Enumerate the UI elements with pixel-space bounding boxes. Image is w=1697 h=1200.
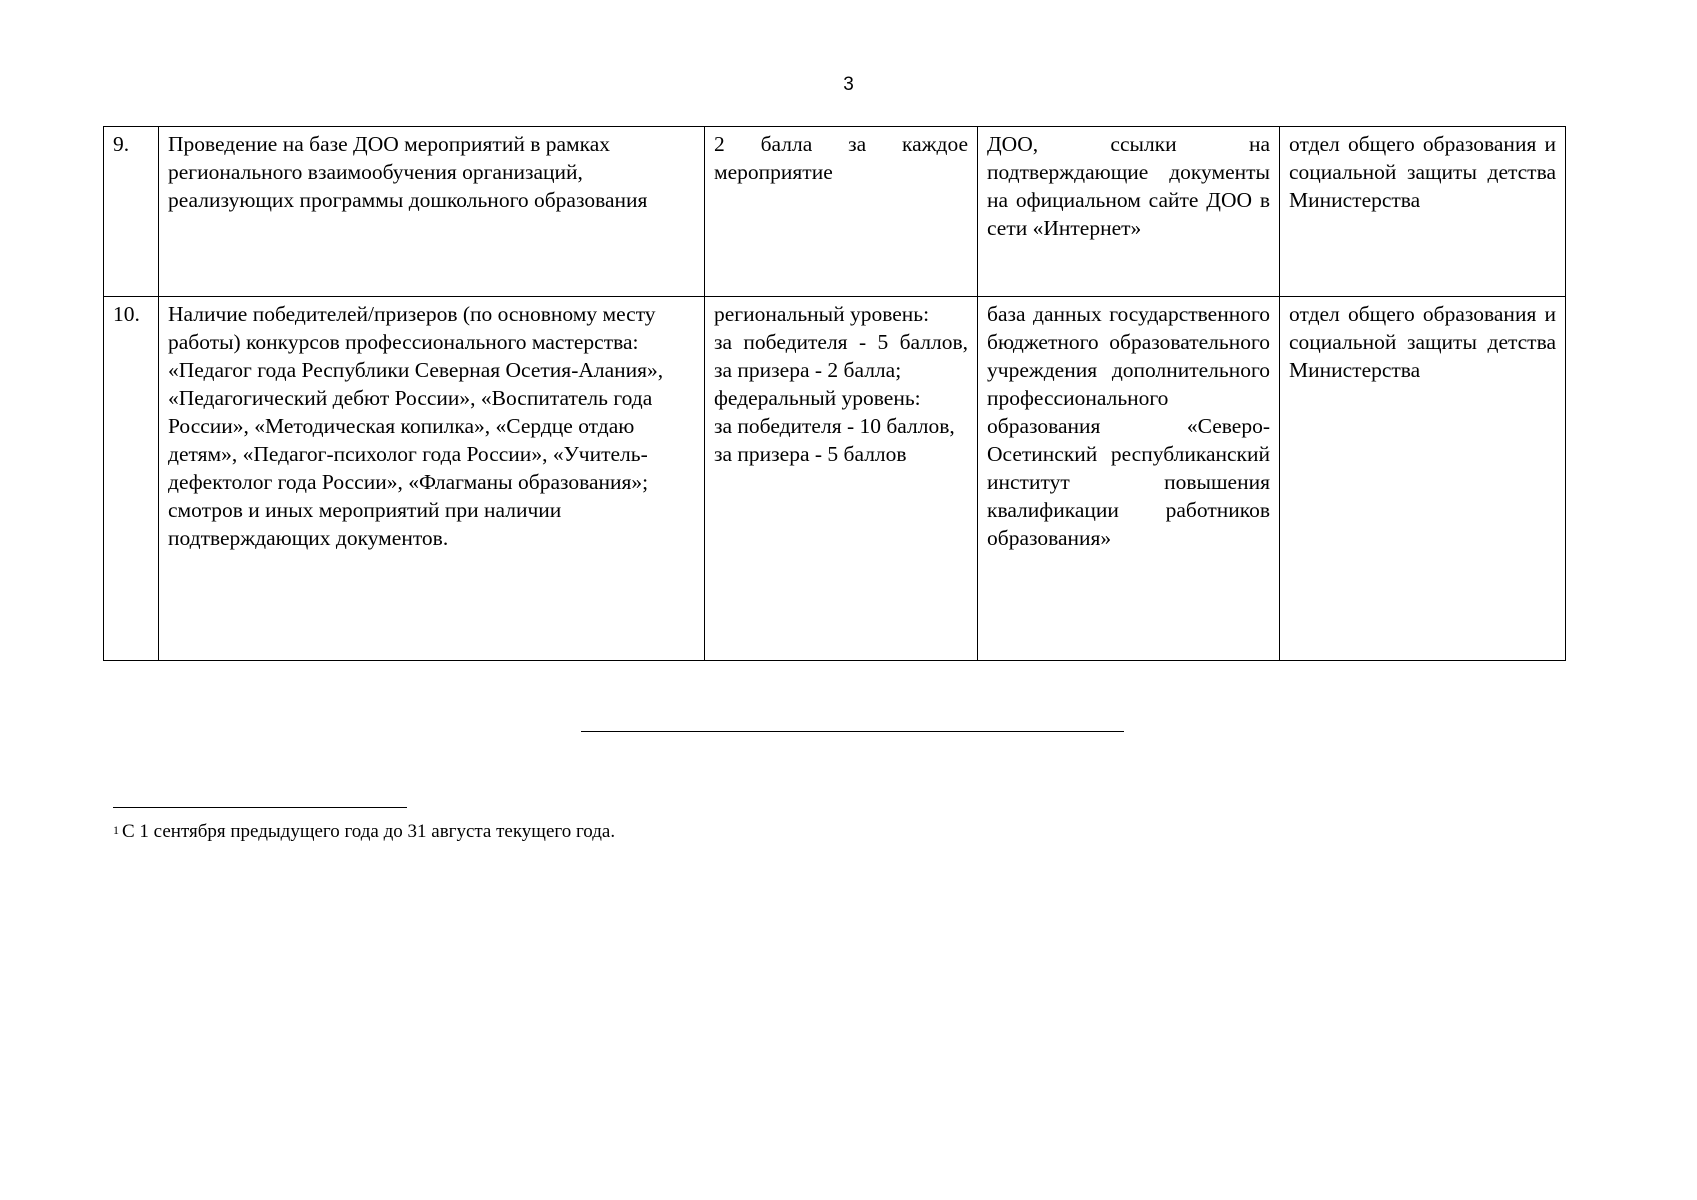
points-cell: 2 балла за каждое мероприятие (705, 127, 978, 297)
footnote-text: С 1 сентября предыдущего года до 31 августа текущего года. (122, 821, 616, 842)
footnote-marker: 1 (113, 823, 119, 837)
row-number: 10. (104, 297, 159, 661)
table-row (104, 297, 1566, 661)
responsible-cell: отдел общего образования и социальной защиты детства Министерства (1280, 127, 1566, 297)
points-line: за призера - 2 балла; (714, 358, 902, 382)
criteria-table (103, 126, 1566, 661)
points-line: федеральный уровень: (714, 386, 921, 410)
section-separator (581, 731, 1124, 732)
table-row (104, 127, 1566, 297)
source-cell: ДОО, ссылки на подтверждающие документы на официальном сайте ДОО в сети «Интернет» (978, 127, 1280, 297)
criterion-cell: Наличие победителей/призеров (по основному месту работы) конкурсов профессионального мастерства: «Педагог года Республики Северная Осетия-Алания», «Педагогический дебют России», «Воспитатель года России», «Методическая копилка», «Сердце отдаю детям», «Педагог-психолог года России», «Учитель-дефектолог года России», «Флагманы образования»; смотров и иных мероприятий при наличии подтверждающих документов. (159, 297, 705, 661)
points-line: за победителя - 5 баллов, (714, 330, 968, 354)
criterion-cell: Проведение на базе ДОО мероприятий в рамках регионального взаимообучения организаций, реализующих программы дошкольного образования (159, 127, 705, 297)
footnote-rule (113, 807, 407, 808)
responsible-cell: отдел общего образования и социальной защиты детства Министерства (1280, 297, 1566, 661)
points-line: за победителя - 10 баллов, (714, 414, 955, 438)
source-cell: база данных государственного бюджетного образовательного учреждения дополнительного профессионального образования «Северо-Осетинский республиканский институт повышения квалификации работников образования» (978, 297, 1280, 661)
footnote (113, 820, 615, 844)
page-number: 3 (843, 74, 854, 95)
points-line: за призера - 5 баллов (714, 442, 907, 466)
points-cell (705, 297, 978, 661)
row-number: 9. (104, 127, 159, 297)
points-line: региональный уровень: (714, 302, 930, 326)
